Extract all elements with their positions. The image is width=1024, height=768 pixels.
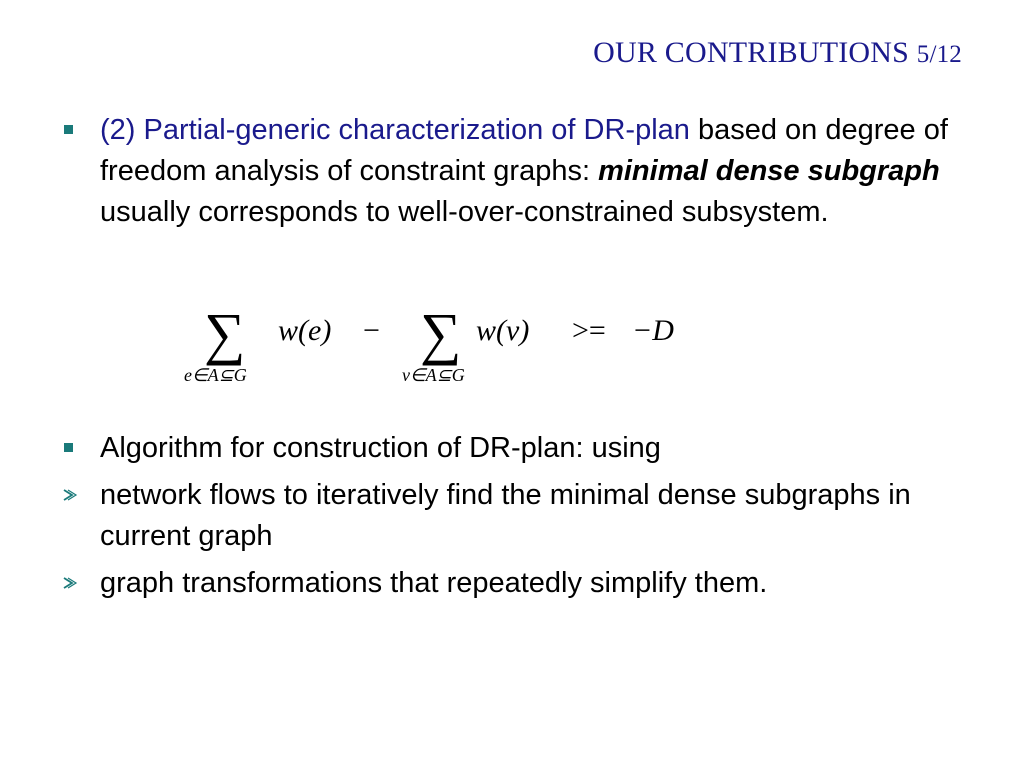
formula-term-2: w(v) (476, 314, 530, 347)
bullet-text: Algorithm for construction of DR-plan: using (100, 432, 661, 464)
sum-symbol-1: ∑ (204, 301, 246, 366)
square-bullet-icon (64, 125, 73, 134)
bullet-block-dr-plan (62, 110, 962, 233)
slide-title (593, 36, 962, 70)
arrow-bullet-icon (62, 480, 80, 510)
formula-minus: − (363, 314, 380, 347)
sub-item-text: network flows to iteratively find the minimal dense subgraphs in current graph (100, 479, 911, 552)
square-bullet-icon (64, 443, 73, 452)
formula-relation: >= (572, 314, 606, 347)
bullet-highlight: (2) Partial-generic characterization of DR-plan (100, 114, 690, 146)
page-number: 5/12 (916, 41, 962, 68)
arrow-bullet-icon (62, 568, 80, 598)
sum-subscript-2: v∈A⊆G (402, 365, 465, 385)
bullet-item-algorithm (62, 428, 962, 469)
bullet-text-2: usually corresponds to well-over-constrained subsystem. (100, 196, 829, 228)
sub-item-text: graph transformations that repeatedly simplify them. (100, 567, 768, 599)
bullet-item-dr-plan (62, 110, 962, 233)
formula-term-1: w(e) (278, 314, 332, 347)
formula-rhs: −D (632, 314, 674, 347)
bullet-emphasis: minimal dense subgraph (598, 155, 940, 187)
density-formula (170, 295, 730, 395)
bullet-text-1: based on degree of freedom analysis of constraint graphs: (100, 114, 948, 187)
sum-symbol-2: ∑ (420, 301, 462, 366)
title-main: OUR CONTRIBUTIONS (593, 36, 910, 69)
bullet-block-algorithm (62, 428, 962, 604)
sub-item-graph-transformations (62, 563, 962, 604)
sum-subscript-1: e∈A⊆G (184, 365, 247, 385)
sub-item-network-flows (62, 475, 962, 557)
